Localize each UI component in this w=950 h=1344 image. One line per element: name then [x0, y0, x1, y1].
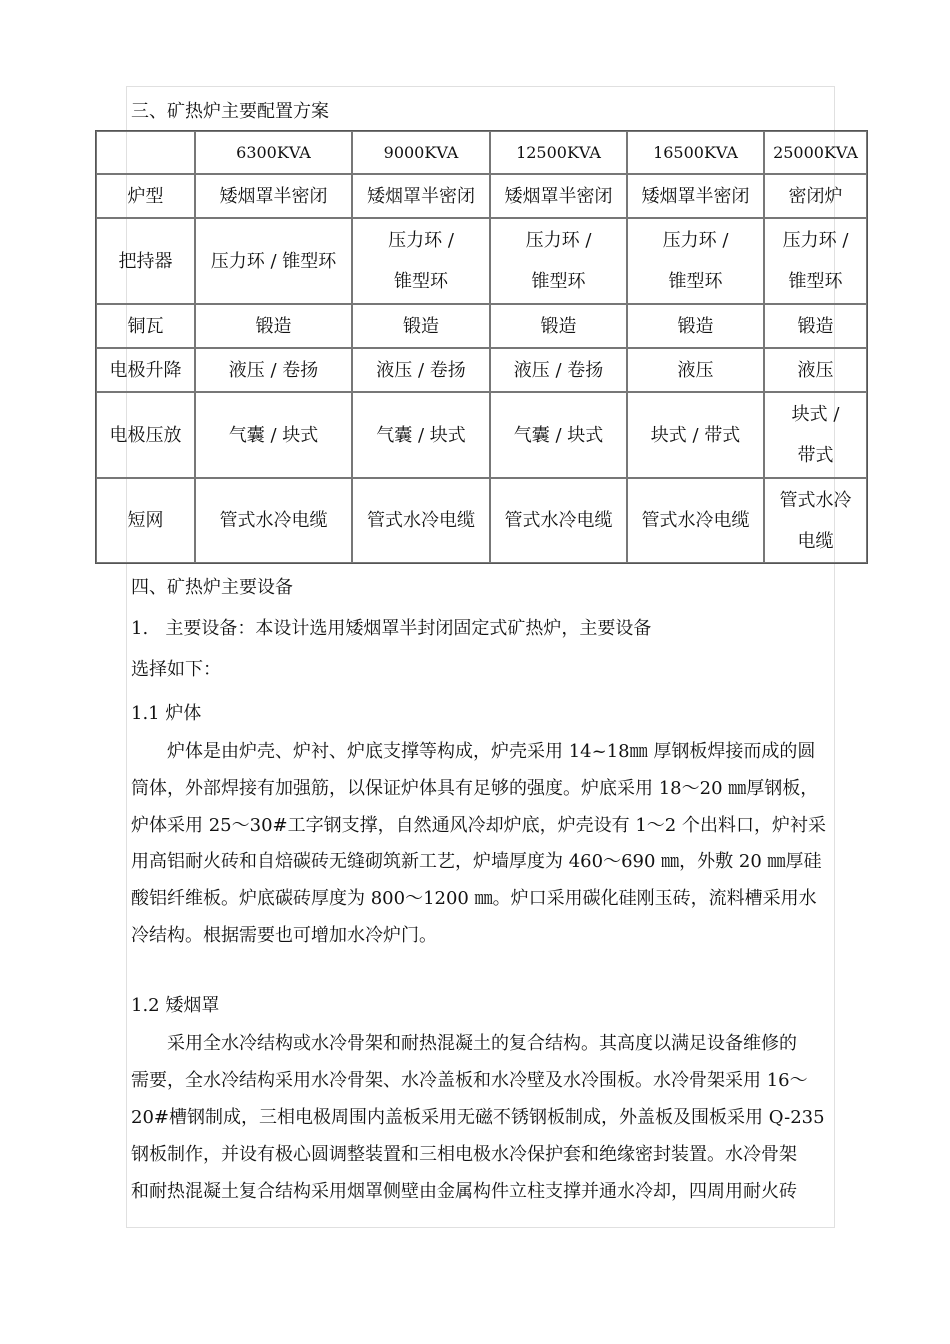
- table-cell: 锻造: [490, 304, 627, 348]
- paragraph-line: 筒体，外部焊接有加强筋，以保证炉体具有足够的强度。炉底采用 18～20 ㎜厚钢板，: [131, 778, 819, 799]
- table-cell: 压力环 / 锥型环: [490, 218, 627, 304]
- row-label: 电极升降: [96, 348, 195, 392]
- header-cell: 16500KVA: [627, 131, 764, 174]
- row-label: 把持器: [96, 218, 195, 304]
- table-cell: 矮烟罩半密闭: [490, 174, 627, 218]
- table-cell: 管式水冷电缆: [627, 478, 764, 563]
- subsection-title-1-2: 1.2 矮烟罩: [131, 995, 220, 1016]
- table-cell: 气囊 / 块式: [195, 392, 352, 478]
- table-cell: 气囊 / 块式: [352, 392, 490, 478]
- row-label: 短网: [96, 478, 195, 563]
- table-row: [96, 218, 867, 304]
- section3-title: 三、矿热炉主要配置方案: [131, 101, 329, 122]
- table-row: [96, 174, 867, 218]
- item1-line2: 选择如下：: [131, 659, 221, 680]
- table-cell: 管式水冷电缆: [195, 478, 352, 563]
- subsection-title-1-1: 1.1 炉体: [131, 703, 202, 724]
- header-cell: [96, 131, 195, 174]
- table-header-row: [96, 131, 867, 174]
- table-cell: 管式水冷电缆: [490, 478, 627, 563]
- table-cell: 块式 / 带式: [627, 392, 764, 478]
- table-cell: 液压 / 卷扬: [490, 348, 627, 392]
- table-row: [96, 478, 867, 563]
- paragraph-line: 20#槽钢制成，三相电极周围内盖板采用无磁不锈钢板制成，外盖板及围板采用 Q-235: [131, 1107, 825, 1128]
- table-cell: 锻造: [195, 304, 352, 348]
- table-row: [96, 392, 867, 478]
- table-cell: 矮烟罩半密闭: [352, 174, 490, 218]
- table-row: [96, 304, 867, 348]
- table-cell: 压力环 / 锥型环: [195, 218, 352, 304]
- row-label: 电极压放: [96, 392, 195, 478]
- header-cell: 25000KVA: [764, 131, 867, 174]
- paragraph-line: 用高铝耐火砖和自焙碳砖无缝砌筑新工艺，炉墙厚度为 460～690 ㎜，外敷 20 ㎜厚硅: [131, 851, 822, 872]
- paragraph-line: 需要，全水冷结构采用水冷骨架、水冷盖板和水冷壁及水冷围板。水冷骨架采用 16～: [131, 1070, 808, 1091]
- paragraph-line: 冷结构。根据需要也可增加水冷炉门。: [131, 925, 437, 946]
- table-cell: 压力环 / 锥型环: [352, 218, 490, 304]
- table-cell: 密闭炉: [764, 174, 867, 218]
- header-cell: 6300KVA: [195, 131, 352, 174]
- config-table: [95, 130, 868, 564]
- row-label: 炉型: [96, 174, 195, 218]
- paragraph-line: 采用全水冷结构或水冷骨架和耐热混凝土的复合结构。其高度以满足设备维修的: [167, 1033, 797, 1054]
- paragraph-line: 炉体采用 25～30#工字钢支撑，自然通风冷却炉底，炉壳设有 1～2 个出料口，炉衬采: [131, 815, 826, 836]
- header-cell: 12500KVA: [490, 131, 627, 174]
- table-cell: 矮烟罩半密闭: [195, 174, 352, 218]
- header-cell: 9000KVA: [352, 131, 490, 174]
- paragraph-line: 炉体是由炉壳、炉衬、炉底支撑等构成，炉壳采用 14~18㎜ 厚钢板焊接而成的圆: [167, 741, 816, 762]
- table-cell: 压力环 / 锥型环: [764, 218, 867, 304]
- table-cell: 液压: [627, 348, 764, 392]
- row-label: 铜瓦: [96, 304, 195, 348]
- table-cell: 锻造: [764, 304, 867, 348]
- paragraph-line: 钢板制作，并设有极心圆调整装置和三相电极水冷保护套和绝缘密封装置。水冷骨架: [131, 1144, 797, 1165]
- table-cell: 锻造: [627, 304, 764, 348]
- table-cell: 矮烟罩半密闭: [627, 174, 764, 218]
- table-cell: 管式水冷电缆: [352, 478, 490, 563]
- table-cell: 压力环 / 锥型环: [627, 218, 764, 304]
- table-row: [96, 348, 867, 392]
- table-cell: 锻造: [352, 304, 490, 348]
- table-cell: 液压: [764, 348, 867, 392]
- item1-line1: 1. 主要设备：本设计选用矮烟罩半封闭固定式矿热炉，主要设备: [131, 618, 652, 639]
- table-cell: 气囊 / 块式: [490, 392, 627, 478]
- section4-title: 四、矿热炉主要设备: [131, 577, 293, 598]
- table-cell: 块式 / 带式: [764, 392, 867, 478]
- table-cell: 管式水冷 电缆: [764, 478, 867, 563]
- table-cell: 液压 / 卷扬: [195, 348, 352, 392]
- table-cell: 液压 / 卷扬: [352, 348, 490, 392]
- paragraph-line: 和耐热混凝土复合结构采用烟罩侧壁由金属构件立柱支撑并通水冷却，四周用耐火砖: [131, 1181, 797, 1202]
- paragraph-line: 酸铝纤维板。炉底碳砖厚度为 800～1200 ㎜。炉口采用碳化硅刚玉砖，流料槽采用水: [131, 888, 817, 909]
